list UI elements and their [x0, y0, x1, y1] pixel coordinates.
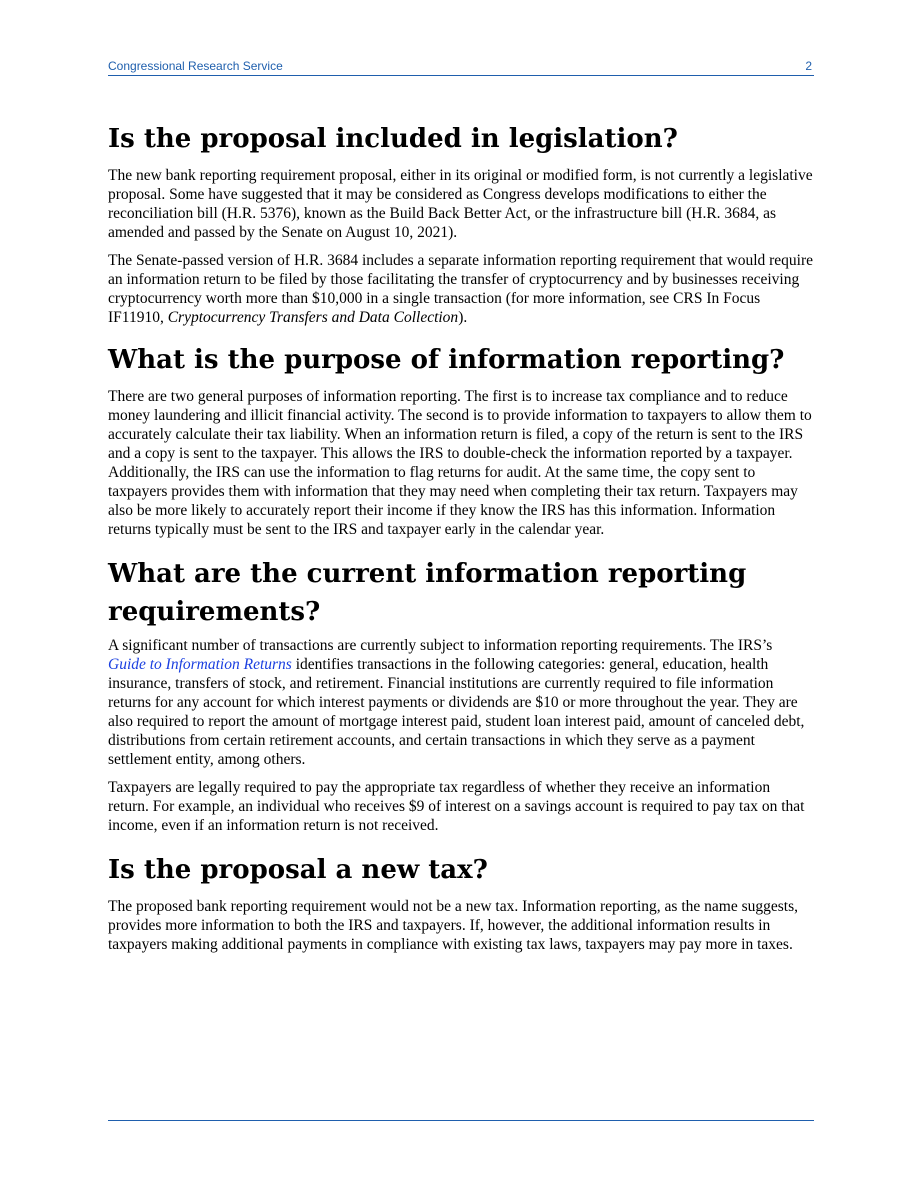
paragraph: The proposed bank reporting requirement would not be a new tax. Information reporting, as the name suggests, provides more information to both the IRS and taxpayers. If, however, the additional information results in taxpayers making additional payments in compliance with existing tax laws, taxpayers may pay more in taxes.	[108, 898, 798, 953]
paragraph: The new bank reporting requirement proposal, either in its original or modified form, is not currently a legislative proposal. Some have suggested that it may be considered as Congress develops modifications to either the reconciliation bill (H.R. 5376), known as the Build Back Better Act, or the infrastructure bill (H.R. 3684, as amended and passed by the Senate on August 10, 2021).	[108, 167, 813, 241]
guide-to-information-returns-link[interactable]: Guide to Information Returns	[108, 656, 292, 673]
page-header	[108, 57, 814, 76]
section-heading: Is the proposal included in legislation?	[108, 124, 678, 154]
section-current-requirements	[108, 555, 814, 835]
publication-title: Cryptocurrency Transfers and Data Collection	[167, 309, 459, 326]
section-heading: What are the current information reporting requirements?	[108, 559, 747, 627]
section-heading: What is the purpose of information reporting?	[108, 345, 785, 375]
footer-rule	[108, 1120, 814, 1121]
paragraph: There are two general purposes of information reporting. The first is to increase tax compliance and to reduce money laundering and illicit financial activity. The second is to provide information to taxpayers to allow them to accurately calculate their tax liability. When an information return is filed, a copy of the return is sent to the IRS and a copy is sent to the taxpayer. This allows the IRS to double-check the information reported by a taxpayer. Additionally, the IRS can use the information to flag returns for audit. At the same time, the copy sent to taxpayers provides them with information that they may need when completing their tax return. Taxpayers may also be more likely to accurately report their income if they know the IRS has this information. Information returns typically must be sent to the IRS and taxpayer early in the calendar year.	[108, 388, 812, 538]
paragraph-text: A significant number of transactions are currently subject to information reporting requirements. The IRS’s	[108, 637, 773, 654]
page-number: 2	[805, 59, 812, 73]
document-body	[108, 120, 814, 970]
paragraph	[108, 251, 814, 327]
section-new-tax	[108, 851, 814, 954]
paragraph-text: identifies transactions in the following categories: general, education, health insurance, transfers of stock, and retirement. Financial institutions are currently required to file information returns for any account for which interest payments or dividends are $10 or more throughout the year. They are also required to report the amount of mortgage interest paid, student loan interest paid, amount of canceled debt, distributions from certain retirement accounts, and certain transactions in which they serve as a payment settlement entity, among others.	[108, 656, 805, 768]
section-heading: Is the proposal a new tax?	[108, 855, 488, 885]
section-legislation	[108, 120, 814, 327]
paragraph	[108, 636, 814, 769]
section-purpose	[108, 341, 814, 539]
paragraph: Taxpayers are legally required to pay the appropriate tax regardless of whether they receive an information return. For example, an individual who receives $9 of interest on a savings account is required to pay tax on that income, even if an information return is not received.	[108, 779, 805, 834]
paragraph-text: ).	[458, 309, 468, 326]
header-source: Congressional Research Service	[108, 59, 283, 73]
paragraph-text: The Senate-passed version of H.R. 3684 includes a separate information reporting requirement that would require an information return to be filed by those facilitating the transfer of cryptocurrency and by businesses receiving cryptocurrency worth more than $10,000 in a single transaction (for more information, see CRS In Focus IF11910,	[108, 252, 814, 326]
